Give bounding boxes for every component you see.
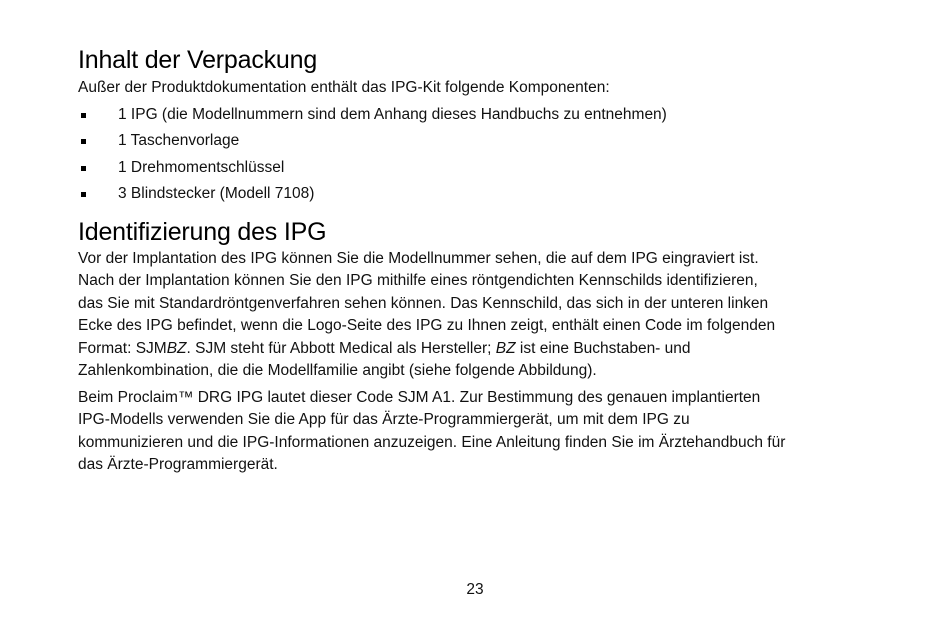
- text-line: kommunizieren und die IPG-Informationen anzuzeigen. Eine Anleitung finden Sie im Ärztehandbuch für: [78, 433, 786, 451]
- document-page: [78, 44, 878, 477]
- identification-paragraph-2: [78, 387, 878, 477]
- text-line: Zahlenkombination, die die Modellfamilie angibt (siehe folgende Abbildung).: [78, 362, 597, 379]
- identification-paragraph-1: [78, 248, 878, 383]
- text-line: Beim Proclaim™ DRG IPG lautet dieser Code SJM A1. Zur Bestimmung des genauen implantierten: [78, 388, 761, 406]
- section-heading-package-contents: Inhalt der Verpackung: [78, 46, 318, 74]
- text-line: das Sie mit Standardröntgenverfahren sehen können. Das Kennschild, das sich in der unteren linken: [78, 294, 769, 312]
- text-line: das Ärzte-Programmiergerät.: [78, 456, 278, 473]
- text-line: Format: SJM: [78, 339, 167, 357]
- text-line: Vor der Implantation des IPG können Sie die Modellnummer sehen, die auf dem IPG eingraviert ist.: [78, 249, 759, 267]
- code-placeholder: BZ: [166, 339, 187, 357]
- package-intro-text: Außer der Produktdokumentation enthält das IPG-Kit folgende Komponenten:: [78, 79, 610, 96]
- list-item: [78, 183, 878, 206]
- text-line: ist eine Buchstaben- und: [515, 339, 691, 357]
- list-item: [78, 104, 878, 127]
- package-contents-list: [78, 104, 878, 206]
- list-item-text: 3 Blindstecker (Modell 7108): [118, 185, 315, 202]
- square-bullet-icon: [81, 166, 86, 171]
- section-heading-ipg-identification: Identifizierung des IPG: [78, 217, 327, 246]
- square-bullet-icon: [81, 192, 86, 197]
- square-bullet-icon: [81, 113, 86, 118]
- code-placeholder: BZ: [495, 339, 516, 357]
- text-line: Nach der Implantation können Sie den IPG mithilfe eines röntgendichten Kennschilds identifizieren,: [78, 272, 758, 289]
- page-number: 23: [466, 581, 484, 598]
- list-item-text: 1 Taschenvorlage: [118, 132, 240, 149]
- square-bullet-icon: [81, 139, 86, 144]
- text-line: Ecke des IPG befindet, wenn die Logo-Seite des IPG zu Ihnen zeigt, enthält einen Code im folgenden: [78, 317, 776, 334]
- list-item-text: 1 Drehmomentschlüssel: [118, 158, 285, 176]
- list-item: [78, 130, 878, 153]
- text-line: . SJM steht für Abbott Medical als Hersteller;: [186, 339, 496, 357]
- list-item-text: 1 IPG (die Modellnummern sind dem Anhang dieses Handbuchs zu entnehmen): [118, 105, 667, 123]
- text-line: IPG-Modells verwenden Sie die App für das Ärzte-Programmiergerät, um mit dem IPG zu: [78, 411, 690, 428]
- list-item: [78, 157, 878, 180]
